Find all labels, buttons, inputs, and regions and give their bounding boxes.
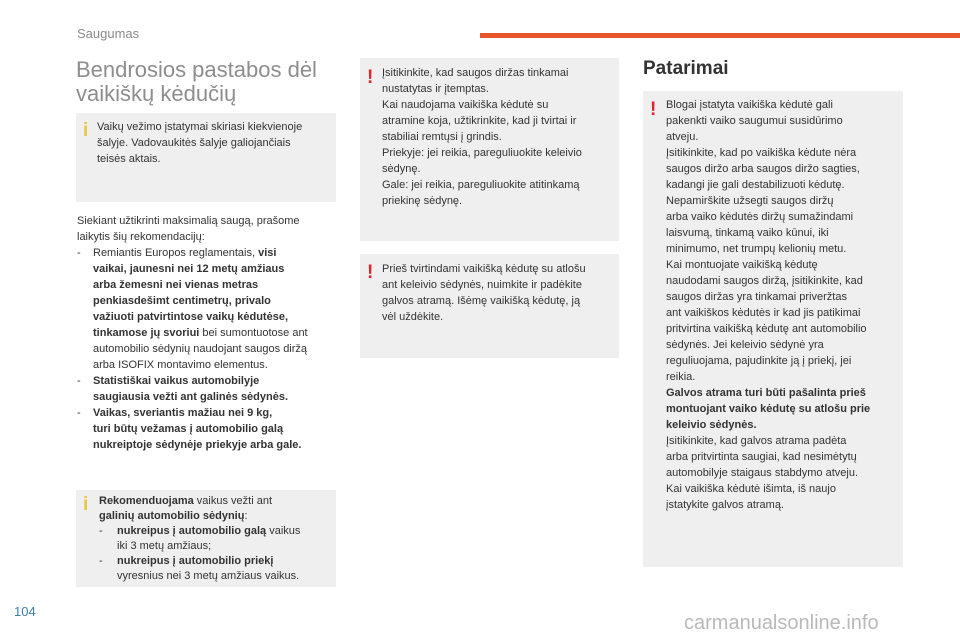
info-line: Vaikų vežimo įstatymai skiriasi kiekvienoje [97,121,303,133]
title-line: vaikiškų kėdučių [76,81,237,106]
box-text: vaikus vežti ant [193,495,273,507]
list-dash: - [99,525,103,537]
advice-line: sėdynės. Jei keleivio sėdynė yra [666,339,824,351]
watermark: carmanualsonline.info [684,612,879,634]
running-header: Saugumas [77,26,140,41]
info-marker-icon: i [83,120,89,141]
advice-line: atveju. [666,131,699,143]
warning-marker-icon: ! [650,99,657,120]
warning-line: Gale: jei reikia, pareguliuokite atitinkamą [382,179,580,191]
list-text: bei sumontuotose ant [199,327,308,339]
list-text-bold: Statistiškai vaikus automobilyje [93,375,260,387]
page-title [76,58,346,106]
intro-line: Siekiant užtikrinti maksimalią saugą, prašome [77,215,300,227]
advice-line: Kai vaikiška kėdutė išimta, iš naujo [666,483,836,495]
header-accent-bar [480,33,960,38]
list-text-bold: visi [258,247,277,259]
warning-line: Kai naudojama vaikiška kėdutė su [382,99,549,111]
advice-line: saugos diržo arba saugos diržo sagties, [666,163,860,175]
info-marker-icon: i [83,494,89,515]
advice-line: pritvirtina vaikišką kėdutę ant automobilio [666,323,867,335]
warning-line: nustatytas ir įtemptas. [382,83,489,95]
advice-line: pakenkti vaiko saugumui susidūrimo [666,115,843,127]
sub-item-forward-facing [99,554,333,584]
warning-box-advice [643,91,903,567]
advice-line-bold: montuojant vaiko kėdutę su atlošu prie [666,403,871,415]
warning-line: Įsitikinkite, kad saugos diržas tinkamai [382,67,569,79]
sub-item-rear-facing [99,524,333,554]
info-line: šalyje. Vadovaukitės šalyje galiojančiais [97,137,291,149]
advice-line: Nepamirškite užsegti saugos diržų [666,195,834,207]
warning-line: galvos atramą. Išėmę vaikišką kėdutę, ją [382,295,581,307]
list-text-bold: važiuoti patvirtintose vaikų kėdutėse, [93,311,289,323]
warning-line: Priekyje: jei reikia, pareguliuokite keleivio [382,147,582,159]
warning-line: vėl uždėkite. [382,311,444,323]
list-text-bold: nukreiptoje sėdynėje priekyje arba gale. [93,439,302,451]
advice-line: saugos diržas yra tinkamai priveržtas [666,291,847,303]
advice-line: automobilyje staigaus stabdymo atveju. [666,467,858,479]
title-line: Bendrosios pastabos dėl [76,57,317,82]
section-heading: Patarimai [643,58,729,79]
list-dash: - [77,247,81,259]
info-line: teisės aktais. [97,153,161,165]
list-dash: - [99,555,103,567]
box-text-bold: nukreipus į automobilio priekį [117,555,274,567]
advice-line: reikia. [666,371,696,383]
box-text-bold: galinių automobilio sėdynių [99,510,245,522]
list-text-bold: saugiausia vežti ant galinės sėdynės. [93,391,289,403]
advice-line: Kai montuojate vaikišką kėdutę [666,259,818,271]
warning-line: ant keleivio sėdynės, nuimkite ir padėkite [382,279,582,291]
list-dash: - [77,407,81,419]
advice-line: ant vaikiškos kėdutės ir kad jis patikimai [666,307,861,319]
box-text: : [244,510,248,522]
info-box [76,113,336,202]
advice-line: laisvumą, tinkamą vaiko kūnui, iki [666,227,829,239]
box-text-bold: Rekomenduojama [99,495,194,507]
advice-line-bold: Galvos atrama turi būti pašalinta prieš [666,387,866,399]
warning-line: stabiliai remtųsi į grindis. [382,131,502,143]
advice-line: Įsitikinkite, kad po vaikiška kėdute nėra [666,147,857,159]
advice-line: kadangi jie gali destabilizuoti kėdutę. [666,179,845,191]
advice-line: naudodami saugos diržą, įsitikinkite, kad [666,275,863,287]
warning-marker-icon: ! [367,262,374,283]
recommendation-box [76,490,336,587]
page-number: 104 [14,604,36,619]
list-text-bold: arba žemesni nei vienas metras [93,279,259,291]
list-text-bold: penkiasdešimt centimetrų, privalo [93,295,271,307]
advice-line: arba vaiko kėdutės diržų sumažindami [666,211,854,223]
advice-line: minimumo, net trumpų kelionių metu. [666,243,847,255]
list-dash: - [77,375,81,387]
warning-line: atramine koja, užtikrinkite, kad ji tvirtai ir [382,115,577,127]
warning-line: sėdynę. [382,163,421,175]
warning-line: priekinę sėdynę. [382,195,463,207]
list-item-under-9kg [77,405,339,453]
list-text-bold: vaikai, jaunesni nei 12 metų amžiaus [93,263,285,275]
box-text: vyresnius nei 3 metų amžiaus vaikus. [117,570,300,582]
intro-line: laikytis šių rekomendacijų: [77,231,205,243]
advice-line: Blogai įstatyta vaikiška kėdutė gali [666,99,833,111]
list-text-bold: tinkamose jų svoriui [93,327,200,339]
list-text: automobilio sėdynių naudojant saugos diržą [93,343,308,355]
advice-line-bold: keleivio sėdynės. [666,419,757,431]
list-text-bold: turi būtų vežamas į automobilio galą [93,423,284,435]
warning-box-seatbelt [360,58,619,241]
box-text: iki 3 metų amžiaus; [117,540,212,552]
box-text-bold: nukreipus į automobilio galą [117,525,267,537]
advice-line: reguliuojama, pajudinkite ją į priekį, jei [666,355,852,367]
box-text: vaikus [266,525,301,537]
advice-line: Įsitikinkite, kad galvos atrama padėta [666,435,847,447]
recommendations-text [77,213,339,453]
advice-line: įstatykite galvos atramą. [666,499,784,511]
warning-box-headrest [360,254,619,358]
advice-line: arba pritvirtinta saugiai, kad nesimėtytų [666,451,857,463]
warning-line: Prieš tvirtindami vaikišką kėdutę su atlošu [382,263,586,275]
warning-marker-icon: ! [367,67,374,88]
list-text: arba ISOFIX montavimo elementus. [93,359,268,371]
list-text: Remiantis Europos reglamentais, [93,247,259,259]
list-item-regulations [77,245,339,373]
list-text-bold: Vaikas, sveriantis mažiau nei 9 kg, [93,407,273,419]
list-item-rear-seat [77,373,339,405]
